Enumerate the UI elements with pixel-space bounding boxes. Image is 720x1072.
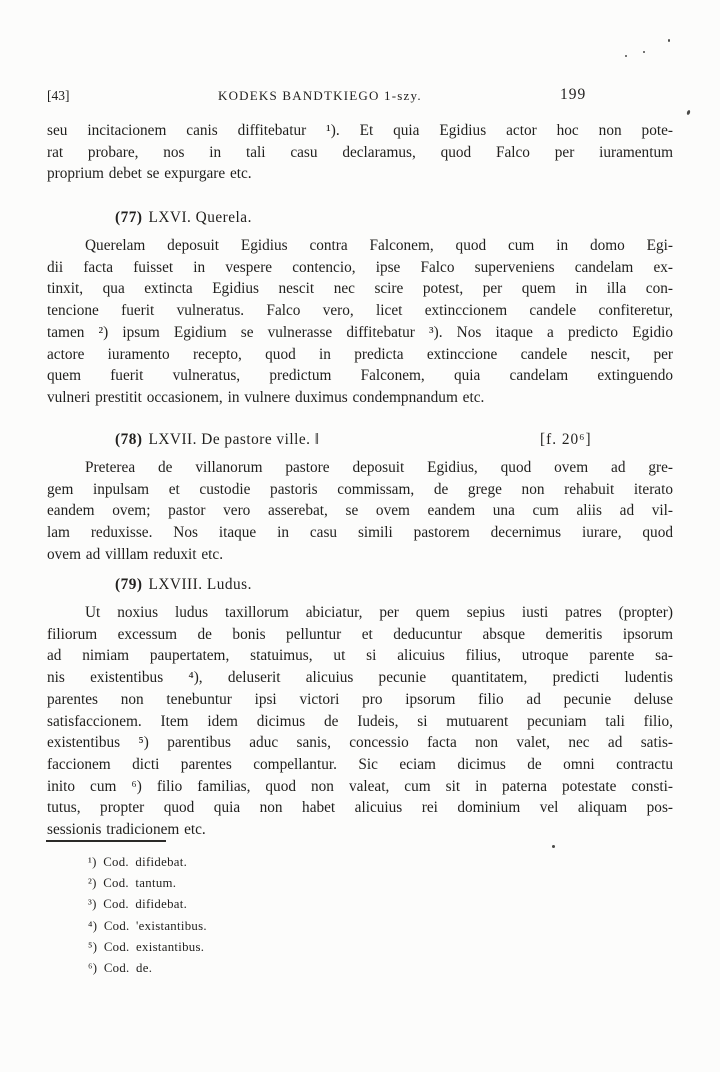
text-line: satisfaccionem. Item idem dicimus de Iudeis, si mutuarent pecuniam tali filio,	[47, 712, 673, 730]
section-paragraph-77	[47, 235, 673, 409]
text-line: ad nimiam paupertatem, statuimus, ut si alicuius filius, utroque parente sa-	[47, 647, 673, 665]
footnote-line: ³) Cod. difidebat.	[88, 897, 188, 912]
running-title: KODEKS BANDTKIEGO 1-szy.	[218, 88, 422, 103]
footnote-line: ⁴) Cod. 'existantibus.	[88, 918, 207, 933]
section-number: (79)	[115, 576, 143, 593]
section-heading-78	[47, 429, 673, 451]
footnote-line: ⁶) Cod. de.	[88, 961, 153, 976]
text-line: vulneri prestitit occasionem, in vulnere duximus condempnandum etc.	[47, 388, 485, 406]
text-line: existentibus ⁵) parentibus aduc sanis, concessio facta non valet, nec ad satis-	[47, 734, 673, 752]
footnote-line: ¹) Cod. difidebat.	[88, 855, 188, 869]
scan-speck	[643, 51, 645, 53]
text-line: tencione fuerit vulneratus. Falco vero, licet extinccionem candele confiteretur,	[47, 302, 673, 320]
text-line: proprium debet se expurgare etc.	[47, 165, 252, 183]
text-line: sessionis tradicionem etc.	[47, 821, 206, 839]
text-line: Ut noxius ludus taxillorum abiciatur, per quem sepius iusti patres (propter)	[85, 604, 673, 621]
page-number: 199	[560, 86, 587, 103]
footnote-line: ⁵) Cod. existantibus.	[88, 939, 205, 954]
scan-speck	[668, 39, 670, 42]
section-paragraph-79	[47, 602, 673, 841]
footnotes-list	[88, 852, 648, 979]
footnote-line: ²) Cod. tantum.	[88, 876, 177, 891]
text-line: parentes non tenebuntur ipsi victori pro ipsorum filio ad pecunie deluse	[47, 690, 673, 708]
text-line: quem fuerit vulneratus, predictum Falconem, quia candelam extinguendo	[47, 367, 673, 385]
section-number: (78)	[115, 431, 143, 448]
text-line: seu incitacionem canis diffitebatur ¹). Et quia Egidius actor hoc non pote-	[47, 122, 673, 139]
section-heading-79	[47, 574, 673, 596]
page-header	[0, 88, 720, 108]
text-line: nis existentibus ⁴), deluserit alicuius pecunie quantitatem, predicti ludentis	[47, 669, 673, 687]
text-line: filiorum excessum de bonis pelluntur et deducuntur absque demeritis ipsorum	[47, 625, 673, 643]
text-line: gem inpulsam et custodie pastoris commissam, de grege non rehabuit iterato	[47, 480, 673, 498]
scan-speck	[552, 845, 555, 848]
scan-speck	[686, 110, 691, 116]
text-line: actore iuramento recepto, quod in predicta extinccione candele nescit, per	[47, 345, 673, 363]
text-line: ovem ad villlam reduxit etc.	[47, 545, 224, 563]
section-paragraph-78	[47, 457, 673, 566]
text-line: tutus, propter quod quia non habet alicuius rei dominium vel aliquam pos-	[47, 799, 673, 817]
footnote-separator-rule	[46, 840, 166, 842]
folio-reference: [f. 20⁶]	[540, 431, 592, 448]
text-line: eandem ovem; pastor vero asserebat, se ovem eandem una cum aliis ad vil-	[47, 502, 673, 520]
text-line: lam reduxisse. Nos itaque in casu simili pastorem decernimus iurare, quod	[47, 524, 673, 542]
scan-speck	[625, 55, 627, 57]
section-title: LXVIII. Ludus.	[148, 576, 252, 593]
edition-page-marker: [43]	[47, 88, 70, 103]
opening-paragraph	[47, 120, 673, 185]
text-line: faccionem dicti parentes compellantur. Sic eciam dicimus de omni contractu	[47, 755, 673, 773]
text-line: tinxit, qua extincta Egidius nescit nec scire potest, per quem in illa con-	[47, 280, 673, 298]
text-line: rat probare, nos in tali casu declaramus, quod Falco per iuramentum	[47, 143, 673, 161]
text-line: inito cum ⁶) filio familias, quod non valeat, cum sit in paterna potestate consti-	[47, 777, 673, 795]
section-number: (77)	[115, 209, 143, 226]
section-title: LXVII. De pastore ville. ‖	[148, 431, 320, 448]
text-line: dii facta fuisset in vespere contencio, ipse Falco superveniens candelam ex-	[47, 258, 673, 276]
section-title: LXVI. Querela.	[148, 209, 252, 226]
text-line: tamen ²) ipsum Egidium se vulnerasse diffitebatur ³). Nos itaque a predicto Egidio	[47, 323, 673, 341]
section-heading-77	[47, 207, 673, 229]
text-line: Preterea de villanorum pastore deposuit Egidius, quod ovem ad gre-	[85, 459, 673, 476]
text-line: Querelam deposuit Egidius contra Falconem, quod cum in domo Egi-	[85, 237, 673, 254]
